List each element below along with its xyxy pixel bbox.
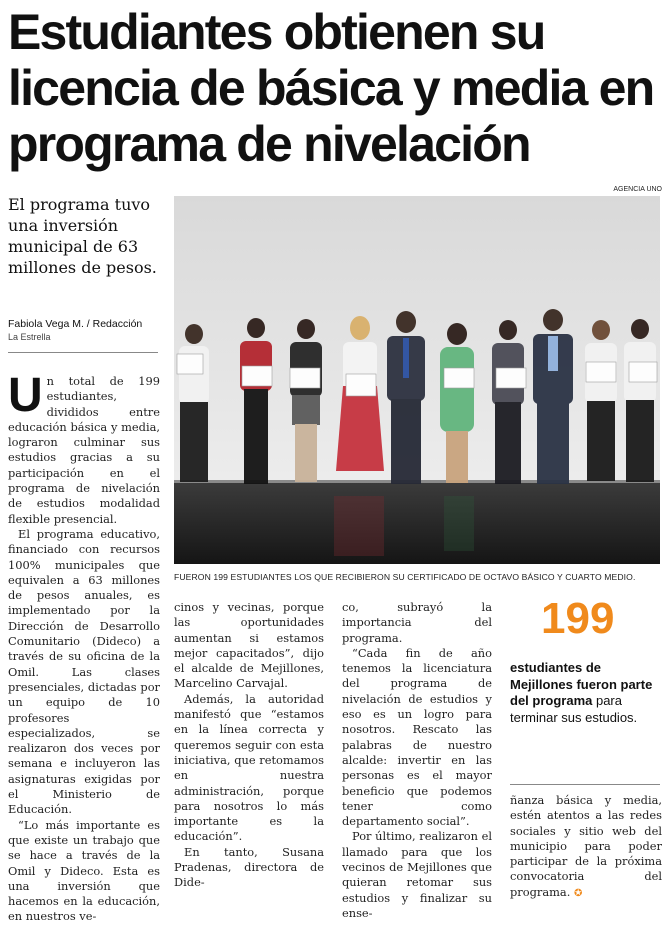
paragraph: En tanto, Susana Pradenas, directora de Dide- [174,844,324,890]
byline-publication: La Estrella [8,332,51,342]
divider [8,352,158,353]
end-mark-icon: ✪ [573,887,583,899]
paragraph: cinos y vecinas, porque las oportunidades aumentan si estamos mejor capacitados”, dijo el alcalde de Mejillones, Marcelino Carvajal. [174,600,324,691]
subheading: El programa tuvo una inversión municipal de 63 millones de pesos. [8,195,157,277]
drop-cap: U [8,369,43,422]
paragraph: Un total de 199 estudiantes, divididos entre educación básica y media, lograron culminar sus estudios gracias a su participación en el programa de nivelación de estudios modalidad flexible presencial. [8,369,160,526]
callout-number: 199 [541,594,615,643]
article-column-2 [174,600,324,890]
paragraph: “Lo más importante es que existe un trabajo que se hace a través de la Omil y Dideco. Esta es una inversión que hacemos en la educación, en nuestros ve- [8,817,160,924]
headline: Estudiantes obtienen su licencia de básica y media en programa de nivelación [8,4,654,172]
callout-bold-text: estudiantes de Mejillones fueron parte del programa [510,660,653,708]
callout-rest-text: para terminar sus estudios. [510,693,638,725]
paragraph: Además, la autoridad manifestó que “estamos en la línea correcta y queremos seguir con esta iniciativa, que retomamos en nuestra administración, porque para nosotros lo más importante es la educación”. [174,691,324,844]
photo-credit: AGENCIA UNO [613,186,662,193]
paragraph: ñanza básica y media, estén atentos a las redes sociales y sitio web del municipio para poder participar de la próxima convocatoria del programa. ✪ [510,793,662,899]
article-column-4 [510,793,662,899]
photo-caption: FUERON 199 ESTUDIANTES LOS QUE RECIBIERON SU CERTIFICADO DE OCTAVO BÁSICO Y CUARTO MEDIO. [174,572,636,582]
paragraph: “Cada fin de año tenemos la licenciatura del programa de nivelación de estudios y eso es un logro para nosotros. Rescato las palabras de nuestro alcalde: invertir en las personas es el mayor beneficio que podemos tener como departamento social”. [342,645,492,829]
ceremony-photo [174,196,660,564]
article-column-1 [8,369,160,924]
divider [510,784,660,785]
paragraph: co, subrayó la importancia del programa. [342,600,492,645]
ceremony-photo-illustration [174,196,660,564]
paragraph: El programa educativo, financiado con recursos 100% municipales que equivalen a 63 millones de pesos anuales, es implementado por la Dirección de Desarrollo Comunitario (Dideco) a través de su oficina de la Omil. Las clases presenciales, dictadas por un equipo de 10 profesores especializados, se realizaron dos veces por semana e incluyeron las asignaturas exigidas por el Ministerio de Educación. [8,526,160,817]
article-column-3 [342,600,492,920]
callout-text [510,660,664,726]
paragraph: Por último, realizaron el llamado para que los vecinos de Mejillones que quieran retomar sus estudios y finalizar su ense- [342,829,492,920]
byline-author: Fabiola Vega M. / Redacción [8,318,143,330]
